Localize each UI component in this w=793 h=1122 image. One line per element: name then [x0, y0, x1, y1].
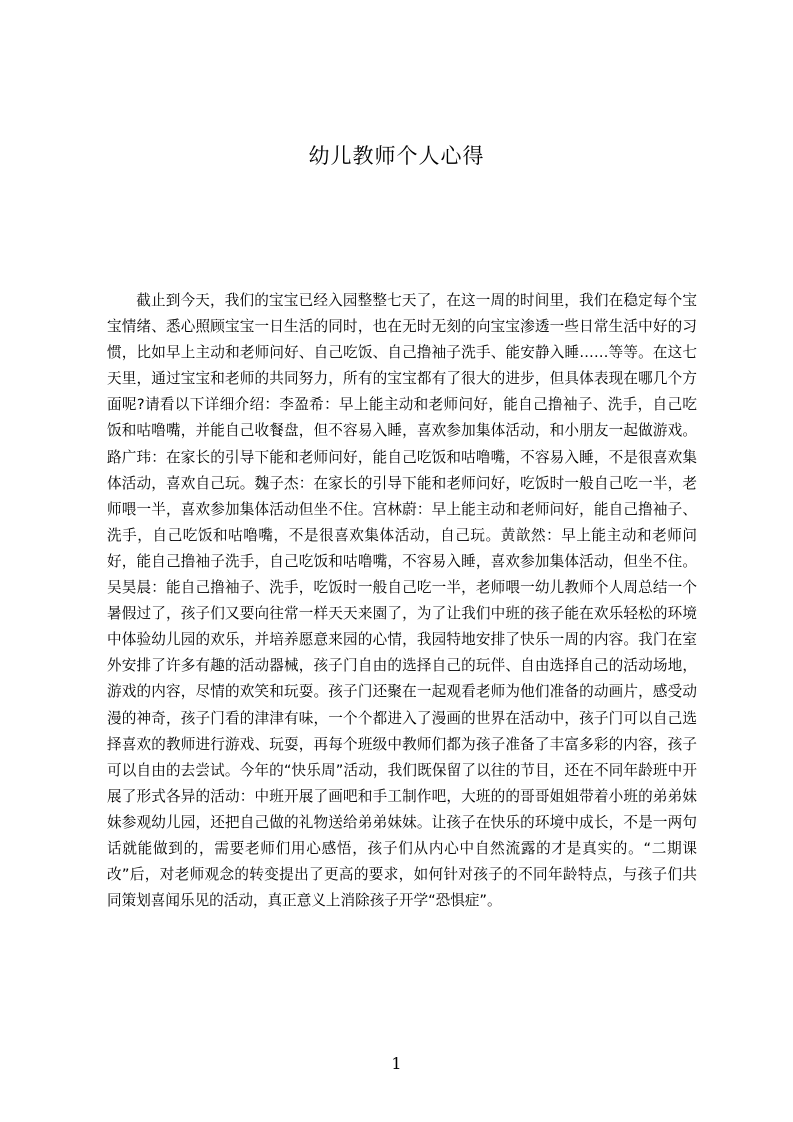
page-number: 1 — [391, 1054, 402, 1073]
document-title: 幼儿教师个人心得 — [308, 144, 485, 168]
body-paragraph: 截止到今天，我们的宝宝已经入园整整七天了，在这一周的时间里，我们在稳定每个宝宝情绪、悉心照顾宝宝一日生活的同时，也在无时无刻的向宝宝渗透一些日常生活中好的习惯，比如早上主动和老师问好、自己吃饭、自己撸袖子洗手、能安静入睡……等等。在这七天里，通过宝宝和老师的共同努力，所有的宝宝都有了很大的进步，但具体表现在哪几个方面呢?请看以下详细介绍：李盈希：早上能主动和老师问好，能自己撸袖子、洗手，自己吃饭和咕噜嘴，并能自己收餐盘，但不容易入睡，喜欢参加集体活动，和小朋友一起做游戏。路广玮：在家长的引导下能和老师问好，能自己吃饭和咕噜嘴，不容易入睡，不是很喜欢集体活动，喜欢自己玩。魏子杰：在家长的引导下能和老师问好，吃饭时一般自己吃一半，老师喂一半，喜欢参加集体活动但坐不住。宫林蔚：早上能主动和老师问好，能自己撸袖子、洗手，自己吃饭和咕噜嘴，不是很喜欢集体活动，自己玩。黄歆然：早上能主动和老师问好，能自己撸袖子洗手，自己吃饭和咕噜嘴，不容易入睡，喜欢参加集体活动，但坐不住。吴昊晨：能自己撸袖子、洗手，吃饭时一般自己吃一半，老师喂一幼儿教师个人周总结一个暑假过了，孩子们又要向往常一样天天来園了，为了让我们中班的孩子能在欢乐轻松的环境中体验幼儿园的欢乐，并培养愿意来园的心情，我园特地安排了快乐一周的内容。我门在室外安排了许多有趣的活动器械，孩子门自由的选择自己的玩伴、自由选择自己的活动场地，游戏的内容，尽情的欢笑和玩耍。孩子门还聚在一起观看老师为他们准备的动画片，感受动漫的神奇，孩子门看的津津有味，一个个都进入了漫画的世界在活动中，孩子门可以自己选择喜欢的教师进行游戏、玩耍，再每个班级中教师们都为孩子准备了丰富多彩的内容，孩子可以自由的去尝试。今年的“快乐周”活动，我们既保留了以往的节目，还在不同年龄班中开展了形式各异的活动：中班开展了画吧和手工制作吧，大班的的哥哥姐姐带着小班的弟弟妹妹参观幼儿园，还把自己做的礼物送给弟弟妹妹。让孩子在快乐的环境中成长，不是一两句话就能做到的，需要老师们用心感悟，孩子们从内心中自然流露的才是真实的。“二期课改”后，对老师观念的转变提出了更高的要求，如何针对孩子的不同年龄特点，与孩子们共同策划喜闻乐见的活动，真正意义上消除孩子开学“恐惧症”。 — [107, 292, 697, 910]
